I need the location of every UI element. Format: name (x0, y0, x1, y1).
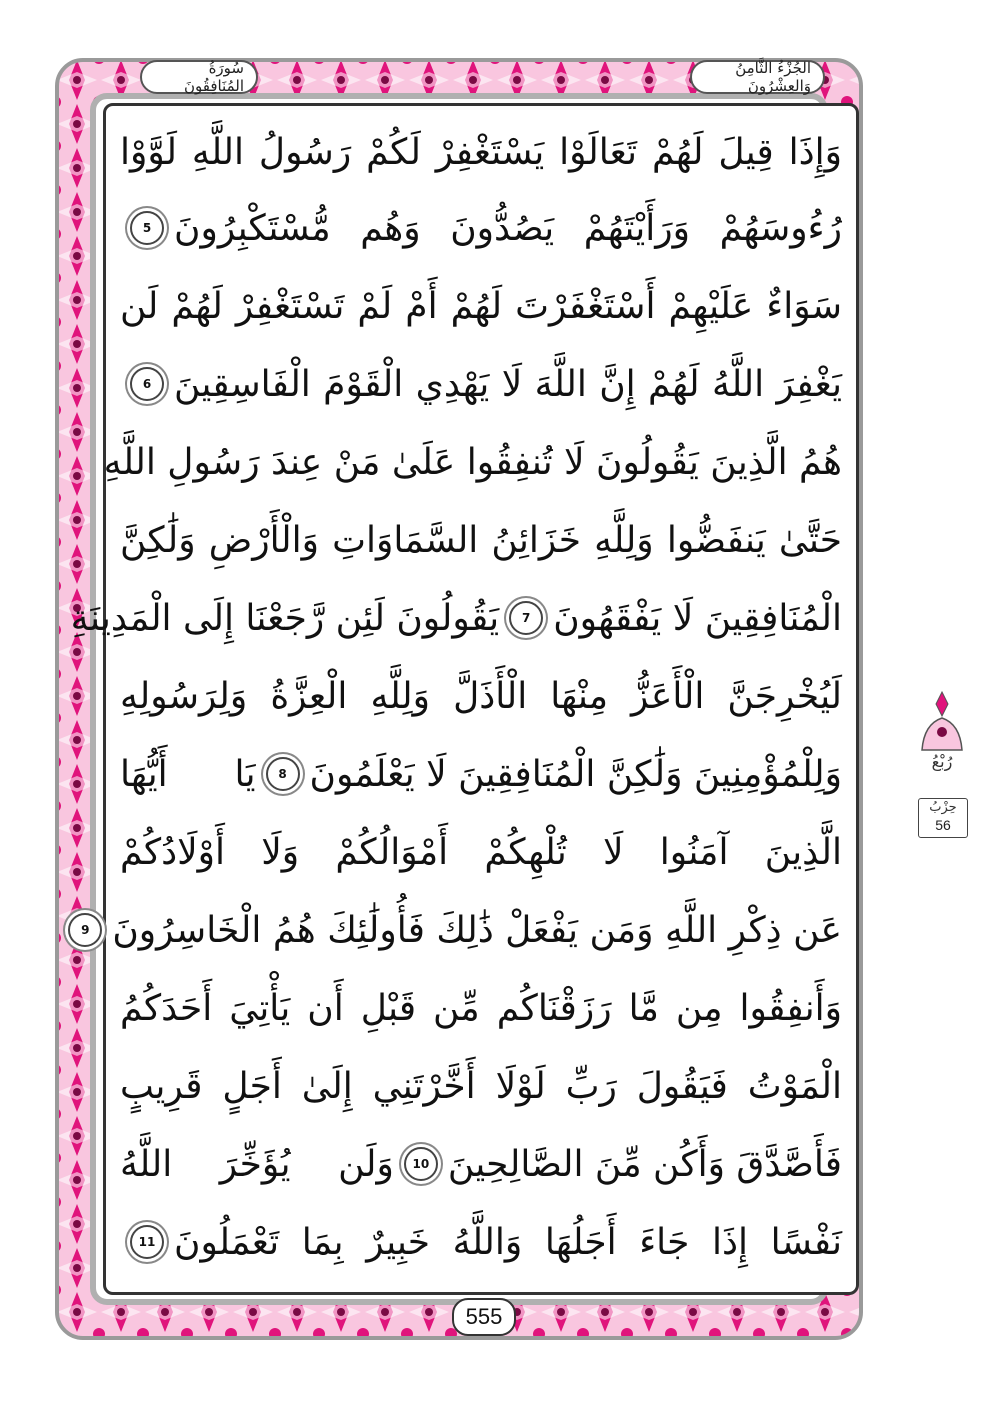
hizb-number: 56 (935, 817, 951, 833)
rub-label: رُبْعُ (931, 752, 953, 771)
line-text: الْمُنَافِقِينَ لَا يَفْقَهُونَ (553, 597, 842, 639)
text-line (120, 1208, 842, 1276)
line-text: يَغْفِرَ اللَّهُ لَهُمْ إِنَّ اللَّهَ لَا يَهْدِي الْقَوْمَ الْفَاسِقِينَ (174, 363, 842, 405)
text-line (120, 818, 842, 886)
line-text: لَيُخْرِجَنَّ الْأَعَزُّ مِنْهَا الْأَذَلَّ وَلِلَّهِ الْعِزَّةُ وَلِرَسُولِهِ (120, 675, 842, 717)
text-line (120, 662, 842, 730)
text-line (120, 1130, 842, 1198)
juz-header-label: الجُزْءُ الثَّامِنُ وَالعِشْرُونَ (690, 60, 825, 94)
ayah-number-marker: 10 (404, 1147, 438, 1181)
line-text-after: يَا أَيُّهَا (120, 753, 256, 795)
ayah-number-marker: 6 (130, 367, 164, 401)
line-text: فَأَصَّدَّقَ وَأَكُن مِّنَ الصَّالِحِينَ (447, 1143, 842, 1185)
ayah-number-marker: 8 (266, 757, 300, 791)
text-line (120, 194, 842, 262)
line-text: وَإِذَا قِيلَ لَهُمْ تَعَالَوْا يَسْتَغْفِرْ لَكُمْ رَسُولُ اللَّهِ لَوَّوْا (120, 131, 842, 173)
line-text: حَتَّىٰ يَنفَضُّوا وَلِلَّهِ خَزَائِنُ السَّمَاوَاتِ وَالْأَرْضِ وَلَٰكِنَّ (120, 519, 842, 561)
line-text: رُءُوسَهُمْ وَرَأَيْتَهُمْ يَصُدُّونَ وَهُم مُّسْتَكْبِرُونَ (174, 207, 842, 249)
text-line (120, 272, 842, 340)
page-number: 555 (452, 1298, 516, 1336)
text-line (120, 350, 842, 418)
line-text-after: يَقُولُونَ لَئِن رَّجَعْنَا إِلَى الْمَدِينَةِ (70, 597, 500, 639)
ayah-number-marker: 5 (130, 211, 164, 245)
ayah-number-marker: 11 (130, 1225, 164, 1259)
line-text-after: وَلَن يُؤَخِّرَ اللَّهُ (120, 1143, 394, 1185)
text-line (120, 974, 842, 1042)
line-text: الْمَوْتُ فَيَقُولَ رَبِّ لَوْلَا أَخَّرْتَنِي إِلَىٰ أَجَلٍ قَرِيبٍ (120, 1065, 842, 1107)
surah-header-label: سُورَةُ المُنَافِقُونَ (140, 60, 258, 94)
text-line (103, 428, 842, 496)
ayah-number-marker: 9 (68, 913, 102, 947)
line-text: وَأَنفِقُوا مِن مَّا رَزَقْنَاكُم مِّن قَبْلِ أَن يَأْتِيَ أَحَدَكُمُ (120, 987, 842, 1029)
text-line (70, 584, 842, 652)
text-line (120, 506, 842, 574)
text-line (120, 740, 842, 808)
quran-text-panel (70, 103, 859, 1295)
line-text: نَفْسًا إِذَا جَاءَ أَجَلُهَا وَاللَّهُ خَبِيرٌ بِمَا تَعْمَلُونَ (174, 1221, 842, 1263)
line-text: الَّذِينَ آمَنُوا لَا تُلْهِكُمْ أَمْوَالُكُمْ وَلَا أَوْلَادُكُمْ (120, 831, 842, 873)
text-line (81, 896, 842, 964)
text-line (120, 118, 842, 186)
line-text: عَن ذِكْرِ اللَّهِ وَمَن يَفْعَلْ ذَٰلِكَ فَأُولَٰئِكَ هُمُ الْخَاسِرُونَ (112, 909, 842, 951)
ayah-number-marker: 7 (509, 601, 543, 635)
line-text: وَلِلْمُؤْمِنِينَ وَلَٰكِنَّ الْمُنَافِقِينَ لَا يَعْلَمُونَ (309, 753, 842, 795)
line-text: هُمُ الَّذِينَ يَقُولُونَ لَا تُنفِقُوا عَلَىٰ مَنْ عِندَ رَسُولِ اللَّهِ (103, 441, 842, 483)
line-text: سَوَاءٌ عَلَيْهِمْ أَسْتَغْفَرْتَ لَهُمْ أَمْ لَمْ تَسْتَغْفِرْ لَهُمْ لَن (120, 285, 842, 327)
text-line (120, 1052, 842, 1120)
hizb-label: حِزْبُ (929, 800, 957, 815)
hizb-box (918, 798, 968, 838)
